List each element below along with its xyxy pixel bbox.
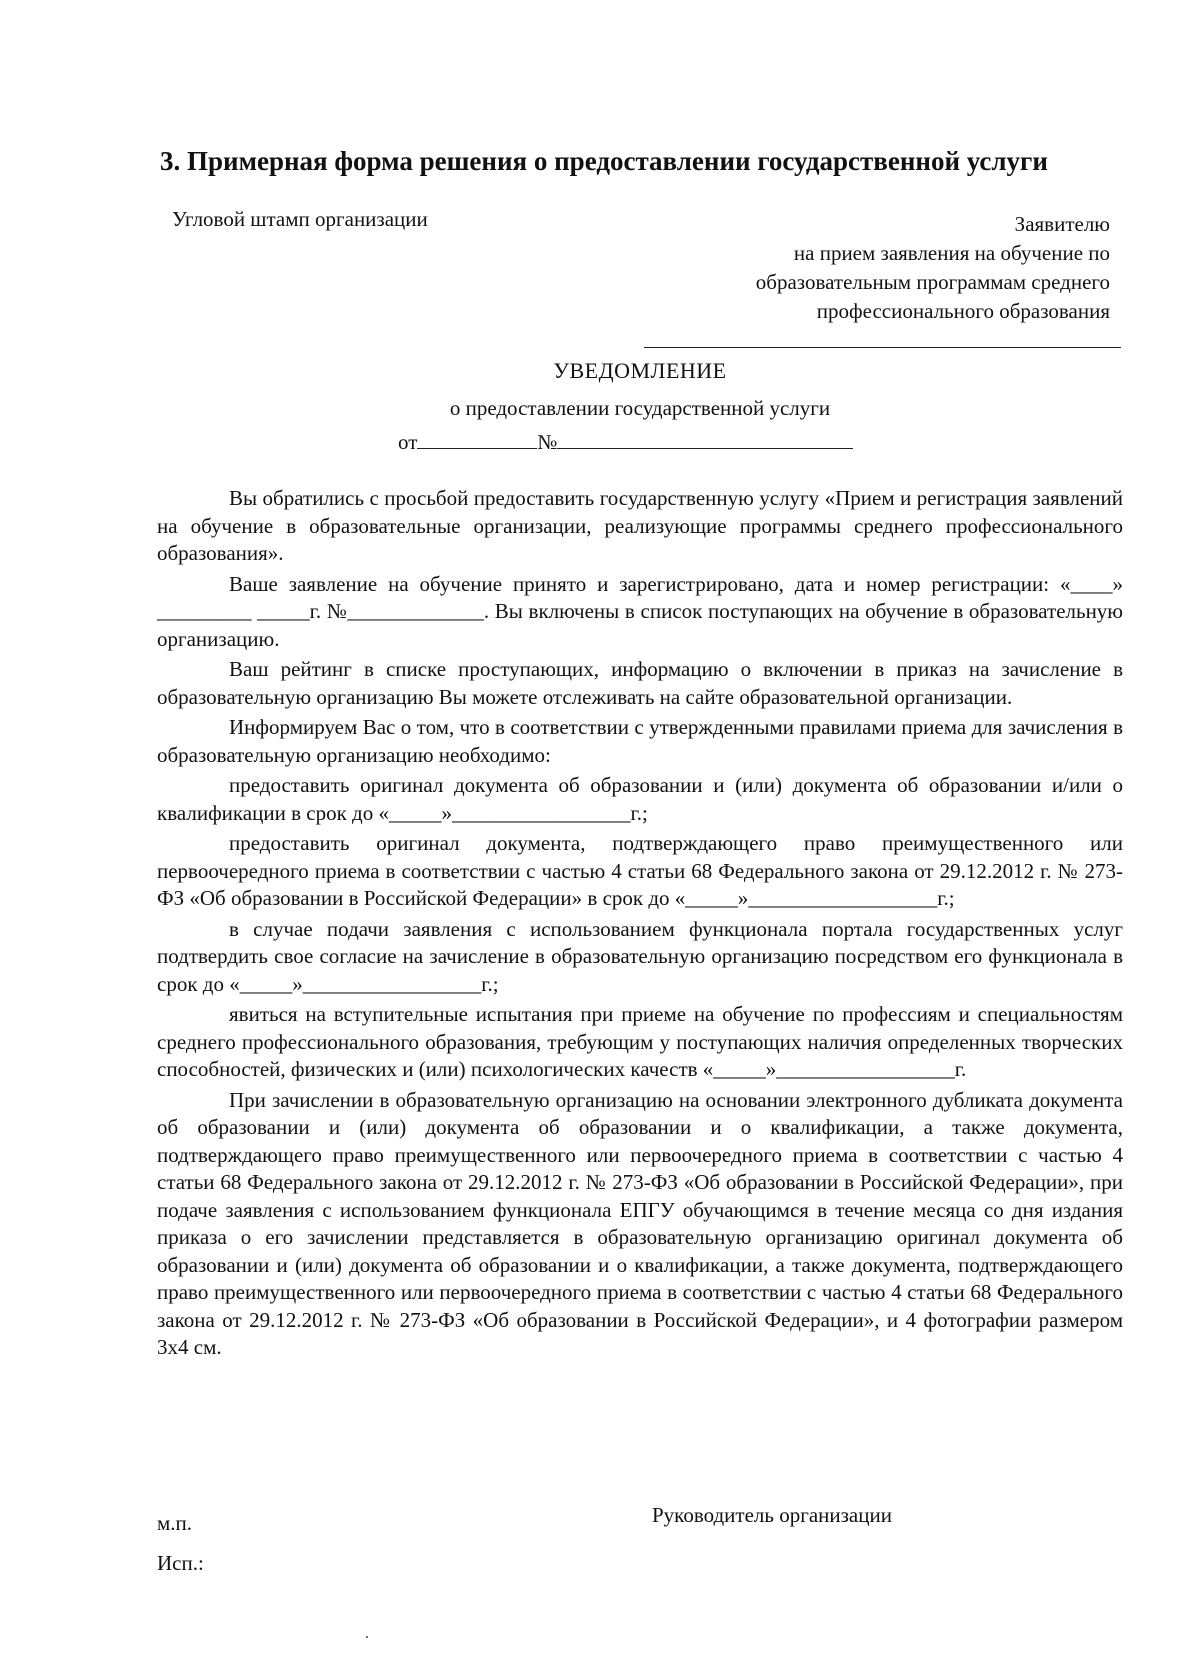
addressee-underline [644,347,1121,348]
date-blank [417,428,537,449]
from-label: от [398,430,418,454]
seal-label: м.п. [157,1511,193,1535]
date-number-line [398,428,853,455]
scan-speck [366,1636,368,1638]
paragraph: Ваш рейтинг в списке проступающих, информацию о включении в приказ на зачисление в образовательную организацию Вы можете отслеживать на сайте образовательной организации. [157,657,1123,709]
paragraph: предоставить оригинал документа, подтверждающего право преимущественного или первоочередного приема в соответствии с частью 4 статьи 68 Федерального закона от 29.12.2012 г. № 273-ФЗ «Об образовании в Российской Федерации» в срок до «_____»__________________г.; [157,831,1123,910]
document-title: 3. Примерная форма решения о предоставлении государственной услуги [160,146,1048,176]
addressee-line: Заявителю [1014,212,1110,236]
notice-body [157,485,1123,1365]
corner-stamp-label: Угловой штамп организации [172,207,428,231]
addressee-line: образовательным программам среднего [755,270,1110,294]
number-label: № [537,430,558,454]
paragraph: предоставить оригинал документа об образовании и (или) документа об образовании и/или о квалификации в срок до «_____»_________________г.; [157,773,1123,825]
paragraph: Вы обратились с просьбой предоставить государственную услугу «Прием и регистрация заявлений на обучение в образовательные организации, реализующие программы среднего профессионального образования». [157,486,1123,565]
paragraph: Информируем Вас о том, что в соответствии с утвержденными правилами приема для зачисления в образовательную организацию необходимо: [157,715,1123,767]
executor-label: Исп.: [157,1551,204,1575]
signature-left-block [157,1503,204,1583]
notice-subtitle: о предоставлении государственной услуги [449,396,831,420]
addressee-line: на прием заявления на обучение по [793,241,1110,265]
notice-title: УВЕДОМЛЕНИЕ [553,358,727,383]
addressee-line: профессионального образования [816,299,1110,323]
paragraph: явиться на вступительные испытания при приеме на обучение по профессиям и специальностям среднего профессионального образования, требующим у поступающих наличия определенных творческих способностей, физических и (или) психологических качеств «_____»_________________г. [157,1002,1123,1081]
paragraph: в случае подачи заявления с использованием функционала портала государственных услуг подтвердить свое согласие на зачисление в образовательную организацию посредством его функционала в срок до «_____»_________________г.; [157,916,1123,996]
addressee-block [640,210,1110,326]
paragraph: Ваше заявление на обучение принято и зарегистрировано, дата и номер регистрации: «____» _________ _____г. №_____________. Вы включены в список поступающих на обучение в образовательную организацию. [157,571,1123,651]
paragraph: При зачислении в образовательную организацию на основании электронного дубликата документа об образовании и (или) документа об образовании и о квалификации, а также документа, подтверждающего право преимущественного или первоочередного приема в соответствии с частью 4 статьи 68 Федерального закона от 29.12.2012 г. № 273-ФЗ «Об образовании в Российской Федерации», при подаче заявления с использованием функционала ЕПГУ обучающимся в течение месяца со дня издания приказа о его зачислении представляется в образовательную организацию оригинал документа об образовании и (или) документа об образовании и о квалификации, а также документа, подтверждающего право преимущественного или первоочередного приема в соответствии с частью 4 статьи 68 Федерального закона от 29.12.2012 г. № 273-ФЗ «Об образовании в Российской Федерации», и 4 фотографии размером 3х4 см. [157,1087,1123,1359]
number-blank [557,428,853,449]
head-signature-label: Руководитель организации [652,1503,892,1527]
